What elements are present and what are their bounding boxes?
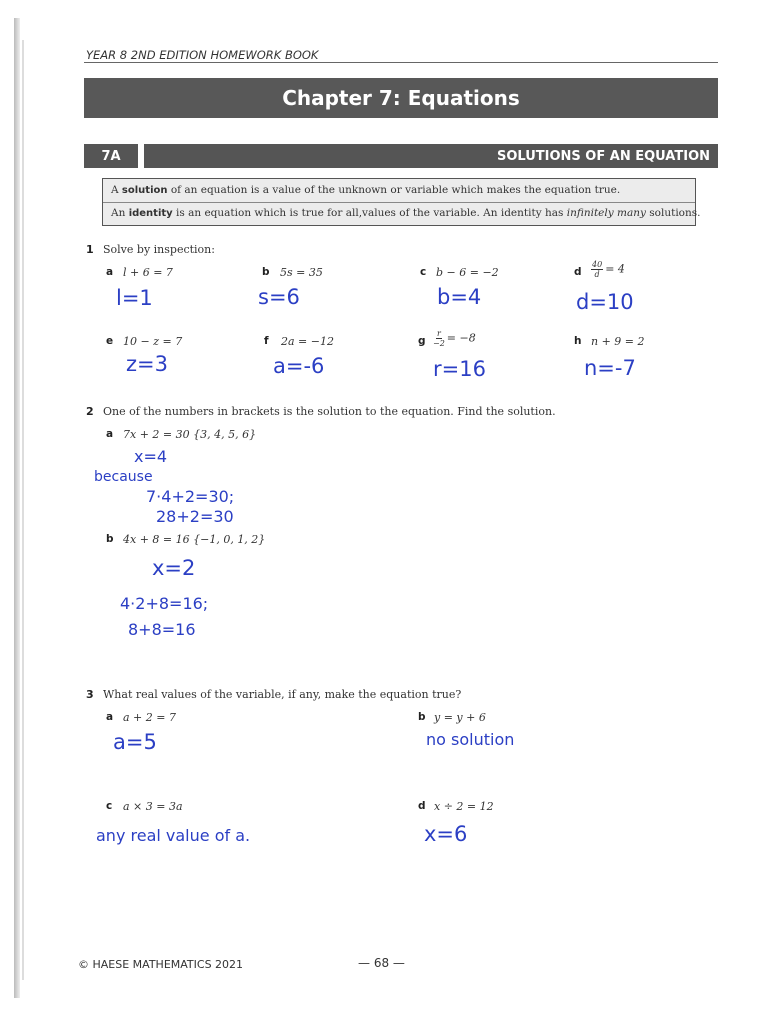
q1b-equation: 5s = 35: [280, 266, 323, 279]
def2-post: solutions.: [645, 207, 701, 219]
copyright: © HAESE MATHEMATICS 2021: [78, 958, 244, 971]
q3-number: 3: [86, 688, 94, 701]
q1d-fraction: [591, 260, 603, 279]
q2b-work-line1: 4·2+8=16;: [120, 594, 209, 613]
q1d-frac-num: 40: [592, 260, 603, 269]
def1-pre: A: [111, 184, 122, 196]
q1-number: 1: [86, 243, 94, 256]
def2-pre: An: [111, 207, 129, 219]
q1c-answer: b=4: [437, 285, 482, 309]
q3b-label: b: [418, 711, 426, 723]
q2a-work-line2: 28+2=30: [156, 507, 234, 526]
q1g-frac-num: r: [436, 329, 441, 338]
scan-edge-inner: [22, 40, 24, 980]
q1f-answer: a=-6: [273, 354, 325, 378]
def2-mid: is an equation which is true for all,values of the variable. An identity has: [172, 207, 567, 219]
def1-post: of an equation is a value of the unknown or variable which makes the equation true.: [167, 184, 621, 196]
q1h-label: h: [574, 335, 582, 347]
page-number: — 68 —: [358, 956, 405, 970]
def2-term: identity: [128, 208, 173, 219]
q1b-answer: s=6: [258, 285, 300, 309]
scan-edge: [14, 18, 20, 998]
q1a-answer: l=1: [116, 286, 153, 310]
q3c-label: c: [106, 800, 113, 812]
q2a-equation: 7x + 2 = 30 {3, 4, 5, 6}: [123, 428, 257, 441]
q2b-answer: x=2: [152, 556, 196, 580]
q1g-label: g: [418, 335, 426, 347]
q3c-equation: a × 3 = 3a: [123, 800, 183, 813]
q1d-equation: [591, 260, 625, 279]
q1e-answer: z=3: [126, 352, 168, 376]
chapter-title: Chapter 7: Equations: [282, 86, 520, 110]
q1d-label: d: [574, 266, 582, 278]
section-label: 7A: [84, 144, 138, 168]
definition-box: [102, 178, 701, 226]
q1f-label: f: [264, 335, 269, 347]
q3a-equation: a + 2 = 7: [123, 711, 176, 724]
q3b-equation: y = y + 6: [434, 711, 486, 724]
q1f-equation: 2a = −12: [281, 335, 334, 348]
q2a-work-because: because: [94, 469, 153, 485]
q1e-label: e: [106, 335, 114, 347]
q1g-answer: r=16: [433, 357, 486, 381]
q2a-label: a: [106, 428, 114, 440]
q2a-work-line1: 7·4+2=30;: [146, 487, 235, 506]
definition-solution: [111, 184, 620, 196]
definition-divider: [103, 202, 695, 203]
chapter-banner: [84, 78, 718, 118]
q1g-eq-rest: = −8: [446, 331, 476, 345]
q1a-label: a: [106, 266, 114, 278]
q2b-label: b: [106, 533, 114, 545]
q1g-equation: [433, 329, 476, 348]
def1-term: solution: [121, 185, 168, 196]
q1e-equation: 10 − z = 7: [123, 335, 183, 348]
q1-text: Solve by inspection:: [103, 243, 215, 256]
q1d-eq-rest: = 4: [605, 262, 625, 276]
def2-emph: infinitely many: [566, 207, 646, 219]
q1a-equation: l + 6 = 7: [123, 266, 173, 279]
q3c-answer: any real value of a.: [96, 826, 251, 845]
header-rule: [84, 62, 718, 63]
q2-text: One of the numbers in brackets is the solution to the equation. Find the solution.: [103, 405, 556, 418]
q1h-answer: n=-7: [584, 356, 636, 380]
q1c-equation: b − 6 = −2: [436, 266, 499, 279]
q3a-label: a: [106, 711, 114, 723]
section-title: SOLUTIONS OF AN EQUATION: [144, 144, 718, 168]
q1g-fraction: [433, 329, 445, 348]
q2-number: 2: [86, 405, 94, 418]
q3-text: What real values of the variable, if any, make the equation true?: [103, 688, 462, 701]
q1d-answer: d=10: [576, 290, 634, 314]
q3d-label: d: [418, 800, 426, 812]
q2a-answer: x=4: [134, 447, 168, 466]
q3d-equation: x ÷ 2 = 12: [434, 800, 494, 813]
q2b-work-line2: 8+8=16: [128, 620, 196, 639]
book-title: YEAR 8 2ND EDITION HOMEWORK BOOK: [86, 48, 319, 62]
definition-identity: [111, 207, 701, 219]
q1c-label: c: [420, 266, 427, 278]
q1g-frac-den: −2: [433, 339, 445, 348]
q2b-equation: 4x + 8 = 16 {−1, 0, 1, 2}: [123, 533, 266, 546]
q1h-equation: n + 9 = 2: [591, 335, 645, 348]
q3d-answer: x=6: [424, 822, 468, 846]
q1b-label: b: [262, 266, 270, 278]
q3a-answer: a=5: [113, 730, 157, 754]
q1d-frac-den: d: [594, 270, 600, 279]
q3b-answer: no solution: [426, 730, 515, 749]
